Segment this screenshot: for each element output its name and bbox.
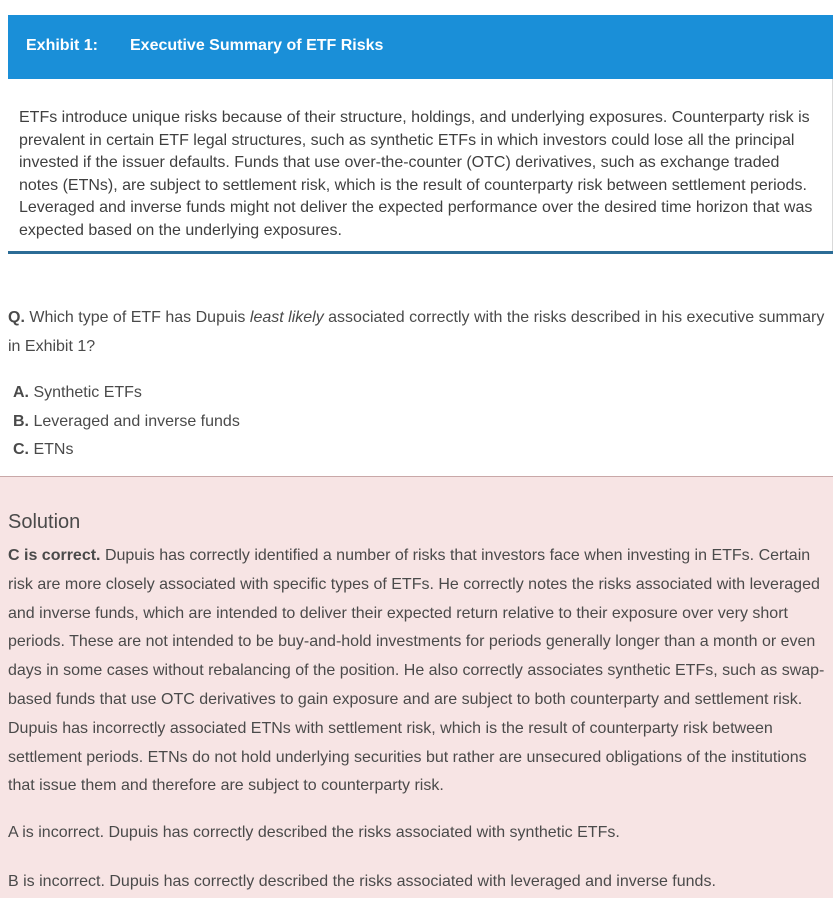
solution-explanation (8, 542, 826, 801)
option-a-text: Synthetic ETFs (33, 384, 142, 401)
solution-explanation-text: Dupuis has correctly identified a number of risks that investors face when investing in ETFs. Certain risk are more closely associated with specific types of ETFs. He correctly notes the risks associated with leveraged and inverse funds, which are intended to deliver their expected return relative to their exposure over very short periods. These are not intended to be buy-and-hold investments for periods generally longer than a month or even days in some cases without rebalancing of the position. He also correctly associates synthetic ETFs, such as swap-based funds that use OTC derivatives to gain exposure and are subject to both counterparty and settlement risk. Dupuis has incorrectly associated ETNs with settlement risk, which is the result of counterparty risk between settlement periods. ETNs do not hold underlying securities but rather are unsecured obligations of the institutions that issue them and therefore are subject to counterparty risk. (8, 547, 825, 795)
question-text-after: associated correctly with the risks described in his executive summary in Exhibit 1? (8, 309, 825, 355)
solution-heading: Solution (8, 511, 81, 533)
option-b-text: Leveraged and inverse funds (33, 412, 240, 430)
exhibit-title: Executive Summary of ETF Risks (130, 37, 384, 54)
option-c-letter: C. (13, 441, 29, 458)
exhibit-divider (8, 251, 833, 254)
option-c-text: ETNs (33, 441, 74, 458)
exhibit-body: ETFs introduce unique risks because of their structure, holdings, and underlying exposures. Counterparty risk is prevalent in certain ETF legal structures, such as synthetic ETFs in which investors could lose all the principal invested if the issuer defaults. Funds that use over-the-counter (OTC) derivatives, such as exchange traded notes (ETNs), are subject to settlement risk, which is the result of counterparty risk between settlement periods. Leveraged and inverse funds might not deliver the expected performance over the desired time horizon that was expected based on the underlying exposures. (8, 79, 833, 251)
exhibit-header (8, 15, 833, 79)
solution-note-b: B is incorrect. Dupuis has correctly described the risks associated with leveraged and inverse funds. (8, 873, 716, 890)
solution-note-a: A is incorrect. Dupuis has correctly described the risks associated with synthetic ETFs. (8, 824, 620, 841)
option-b[interactable] (13, 408, 240, 437)
option-a-letter: A. (13, 384, 29, 401)
solution-panel (0, 476, 833, 898)
question (8, 303, 830, 361)
question-text-before: Which type of ETF has Dupuis (29, 309, 246, 326)
option-a[interactable] (13, 379, 240, 408)
correct-answer-label: C is correct. (8, 547, 101, 564)
exhibit-label: Exhibit 1: (26, 37, 99, 54)
option-c[interactable] (13, 436, 240, 465)
option-b-letter: B. (13, 412, 29, 430)
question-emphasis: least likely (249, 309, 324, 326)
answer-options (13, 379, 240, 465)
question-label: Q. (8, 309, 25, 326)
